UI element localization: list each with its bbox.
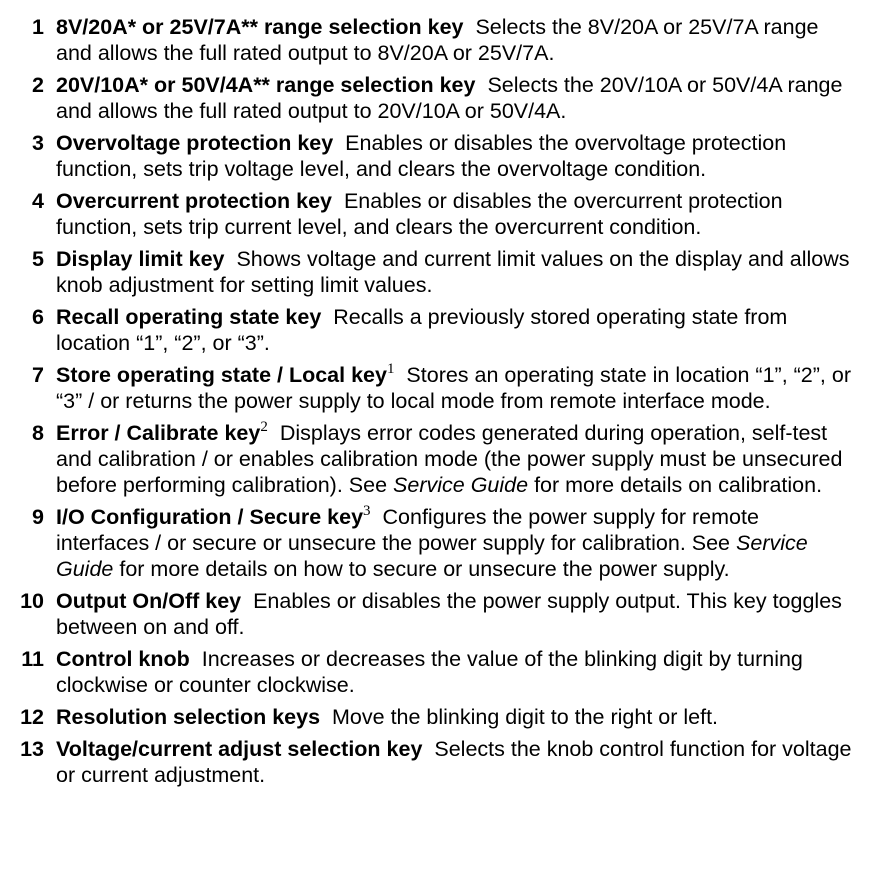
item-number: 6 [32,305,44,329]
item-text [56,72,856,124]
item-description: Configures the power supply for remote interfaces / or secure or unsecure the power supply for calibration. See [56,505,759,555]
item-text [56,246,856,298]
item-text [56,588,856,640]
item-title: Control knob [56,647,190,671]
item-number: 5 [32,247,44,271]
list-item-13 [0,736,879,788]
item-description: Increases or decreases the value of the blinking digit by turning clockwise or counter clockwise. [56,647,803,697]
item-text [56,420,856,498]
item-number: 7 [32,363,44,387]
item-text [56,736,856,788]
item-title: Overcurrent protection key [56,189,333,213]
item-description: Move the blinking digit to the right or left. [332,705,719,729]
item-description: Displays error codes generated during operation, self-test and calibration / or enables calibration mode (the power supply must be unsecured before performing calibration). See [56,421,843,497]
item-number: 8 [32,421,44,445]
item-title: Recall operating state key [56,305,322,329]
item-number: 3 [32,131,44,155]
item-description: Selects the 20V/10A or 50V/4A range and allows the full rated output to 20V/10A or 50V/4A. [56,73,843,123]
item-number: 13 [20,737,44,761]
footnote-marker: 3 [363,503,371,519]
item-title: Voltage/current adjust selection key [56,737,423,761]
service-guide-reference: Service Guide [393,473,529,497]
list-item-9 [0,504,879,582]
item-text [56,704,856,730]
item-description: Selects the 8V/20A or 25V/7A range and allows the full rated output to 8V/20A or 25V/7A. [56,15,819,65]
item-title: 20V/10A* or 50V/4A** range selection key [56,73,476,97]
item-number: 9 [32,505,44,529]
item-description: Enables or disables the overvoltage protection function, sets trip voltage level, and clears the overvoltage condition. [56,131,787,181]
item-title: Store operating state / Local key [56,363,387,387]
service-guide-reference: Service Guide [56,531,808,581]
item-description: Enables or disables the power supply output. This key toggles between on and off. [56,589,842,639]
item-number: 11 [21,647,44,671]
item-number: 12 [20,705,44,729]
list-item-10 [0,588,879,640]
list-item-4 [0,188,879,240]
list-item-6 [0,304,879,356]
item-title: Output On/Off key [56,589,242,613]
footnote-marker: 2 [260,419,268,435]
item-description: Shows voltage and current limit values on the display and allows knob adjustment for setting limit values. [56,247,850,297]
item-description: Recalls a previously stored operating state from location “1”, “2”, or “3”. [56,305,788,355]
list-item-11 [0,646,879,698]
item-description: Stores an operating state in location “1”, “2”, or “3” / or returns the power supply to local mode from remote interface mode. [56,363,851,413]
item-text [56,646,856,698]
item-description: Selects the knob control function for voltage or current adjustment. [56,737,852,787]
item-text [56,130,856,182]
item-title: Display limit key [56,247,225,271]
list-item-8 [0,420,879,498]
item-number: 2 [32,73,44,97]
item-description: Enables or disables the overcurrent protection function, sets trip current level, and clears the overcurrent condition. [56,189,783,239]
item-text [56,362,856,414]
list-item-2 [0,72,879,124]
item-text [56,14,856,66]
item-text [56,504,856,582]
item-description-end: for more details on how to secure or unsecure the power supply. [119,557,730,581]
list-item-1 [0,14,879,66]
item-description-end: for more details on calibration. [534,473,823,497]
list-item-7 [0,362,879,414]
item-title: Overvoltage protection key [56,131,334,155]
item-title: 8V/20A* or 25V/7A** range selection key [56,15,464,39]
item-text [56,188,856,240]
item-title: Resolution selection keys [56,705,321,729]
item-number: 10 [20,589,44,613]
list-item-3 [0,130,879,182]
item-title: I/O Configuration / Secure key [56,505,364,529]
item-text [56,304,856,356]
footnote-marker: 1 [386,361,395,377]
item-title: Error / Calibrate key [56,421,261,445]
list-item-12 [0,704,879,730]
item-number: 1 [32,15,44,39]
list-item-5 [0,246,879,298]
item-number: 4 [32,189,44,213]
